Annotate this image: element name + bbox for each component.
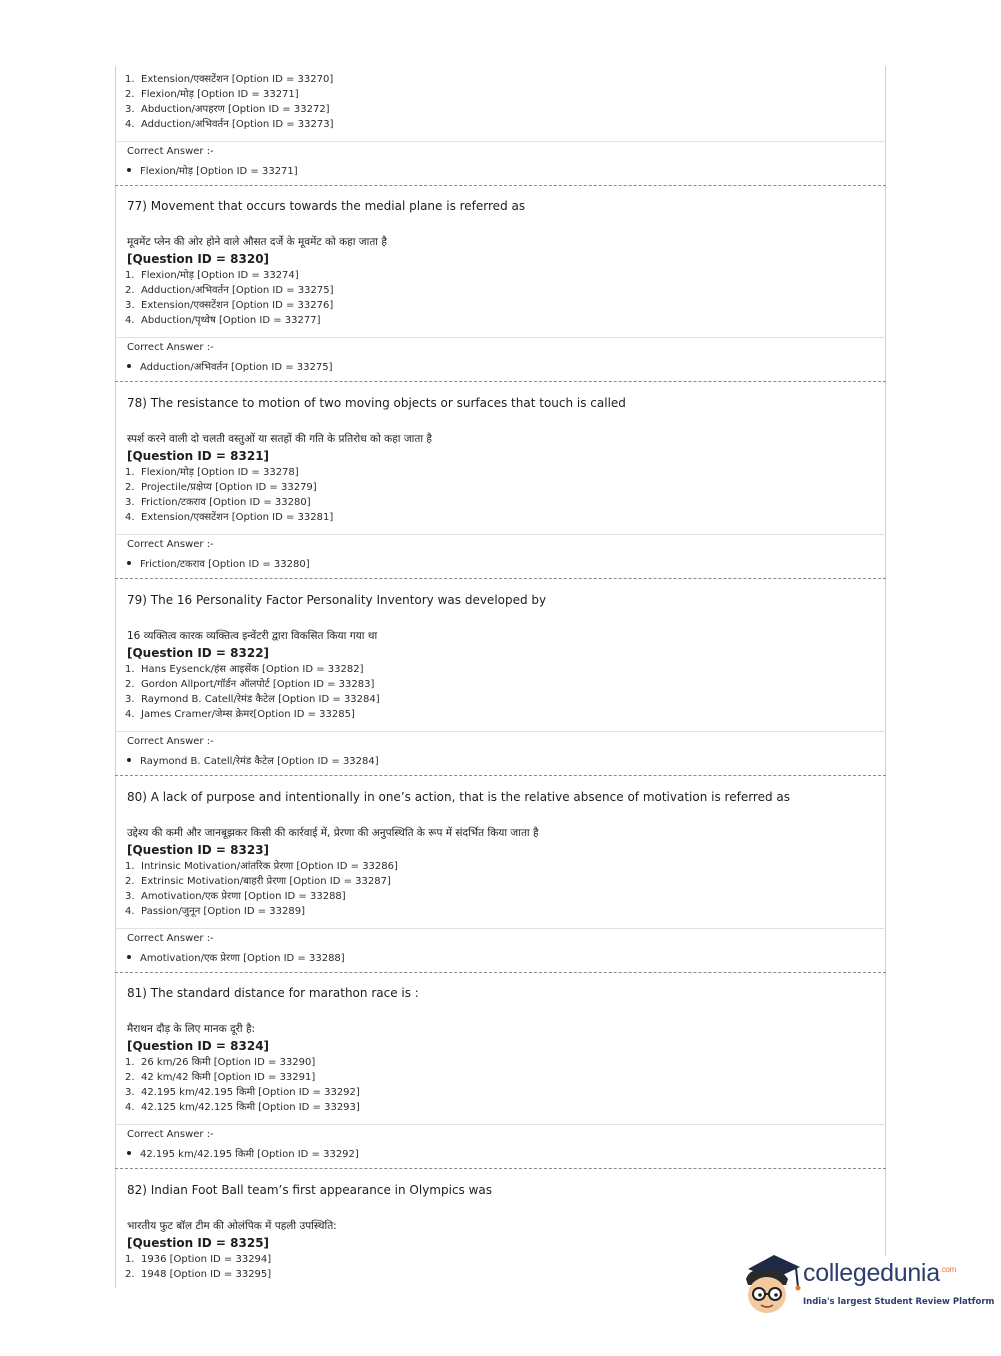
question-separator xyxy=(115,1168,886,1169)
right-border xyxy=(885,66,886,1256)
correct-answer: Friction/टकराव [Option ID = 33280] xyxy=(127,556,310,570)
option-item: 2. Gordon Allport/गॉर्डन ऑलपोर्ट [Option ID = 33283] xyxy=(125,679,375,690)
option-item: 4. 42.125 km/42.125 किमी [Option ID = 33293] xyxy=(125,1102,360,1113)
divider xyxy=(115,1124,886,1125)
question-id: [Question ID = 8324] xyxy=(127,1039,270,1053)
question-hindi: उद्देश्य की कमी और जानबूझकर किसी की कार्रवाई में, प्रेरणा की अनुपस्थिति के रूप में संदर्भित किया जाता है xyxy=(127,827,539,839)
question-hindi: मूवमेंट प्लेन की ओर होने वाले औसत दर्जे के मूवमेंट को कहा जाता है xyxy=(127,236,387,248)
option-item: 2. 1948 [Option ID = 33295] xyxy=(125,1269,272,1280)
option-item: 2. 42 km/42 किमी [Option ID = 33291] xyxy=(125,1072,316,1083)
question-id: [Question ID = 8323] xyxy=(127,843,270,857)
correct-answer: Flexion/मोड़ [Option ID = 33271] xyxy=(127,163,298,177)
bullet-icon xyxy=(127,364,131,368)
left-border xyxy=(115,66,116,1288)
question-separator xyxy=(115,381,886,382)
question-title: 80) A lack of purpose and intentionally in one’s action, that is the relative absence of motivation is referred as xyxy=(127,790,791,804)
divider xyxy=(115,928,886,929)
mascot-icon xyxy=(740,1249,802,1319)
correct-answer-label: Correct Answer :- xyxy=(127,146,214,157)
question-separator xyxy=(115,185,886,186)
option-item: 2. Adduction/अभिवर्तन [Option ID = 33275] xyxy=(125,285,334,296)
option-item: 4. Extension/एक्सटेंशन [Option ID = 33281] xyxy=(125,512,334,523)
question-hindi: मैराथन दौड़ के लिए मानक दूरी है: xyxy=(127,1023,256,1035)
question-paper-page xyxy=(115,66,886,1288)
option-item: 3. Abduction/अपहरण [Option ID = 33272] xyxy=(125,104,330,115)
question-id: [Question ID = 8320] xyxy=(127,252,270,266)
bullet-icon xyxy=(127,561,131,565)
option-item: 3. Friction/टकराव [Option ID = 33280] xyxy=(125,497,311,508)
collegedunia-logo[interactable] xyxy=(740,1245,995,1325)
correct-answer: Adduction/अभिवर्तन [Option ID = 33275] xyxy=(127,359,333,373)
logo-brand: collegedunia$^{.com}$ xyxy=(803,1259,956,1287)
option-item: 3. Raymond B. Catell/रेमंड कैटेल [Option ID = 33284] xyxy=(125,694,380,705)
divider xyxy=(115,337,886,338)
question-hindi: स्पर्श करने वाली दो चलती वस्तुओं या सतहों की गति के प्रतिरोध को कहा जाता है xyxy=(127,433,432,445)
question-title: 79) The 16 Personality Factor Personality Inventory was developed by xyxy=(127,593,547,607)
option-item: 4. Abduction/पृथ्वेष [Option ID = 33277] xyxy=(125,315,321,326)
option-item: 2. Extrinsic Motivation/बाहरी प्रेरणा [Option ID = 33287] xyxy=(125,876,391,887)
correct-answer: 42.195 km/42.195 किमी [Option ID = 33292] xyxy=(127,1146,359,1160)
divider xyxy=(115,534,886,535)
correct-answer: Raymond B. Catell/रेमंड कैटेल [Option ID = 33284] xyxy=(127,753,379,767)
question-separator xyxy=(115,578,886,579)
option-item: 1. 26 km/26 किमी [Option ID = 33290] xyxy=(125,1057,316,1068)
option-item: 1. Flexion/मोड़ [Option ID = 33278] xyxy=(125,467,299,478)
question-separator xyxy=(115,775,886,776)
question-title: 81) The standard distance for marathon race is : xyxy=(127,986,419,1000)
option-item: 4. Passion/जुनून [Option ID = 33289] xyxy=(125,906,305,917)
question-title: 77) Movement that occurs towards the medial plane is referred as xyxy=(127,199,526,213)
correct-answer-label: Correct Answer :- xyxy=(127,736,214,747)
question-id: [Question ID = 8322] xyxy=(127,646,270,660)
option-item: 1. Intrinsic Motivation/आंतरिक प्रेरणा [Option ID = 33286] xyxy=(125,861,398,872)
divider xyxy=(115,141,886,142)
question-id: [Question ID = 8325] xyxy=(127,1236,270,1250)
option-item: 4. Adduction/अभिवर्तन [Option ID = 33273] xyxy=(125,119,334,130)
correct-answer-label: Correct Answer :- xyxy=(127,1129,214,1140)
option-item: 3. Extension/एक्सटेंशन [Option ID = 33276] xyxy=(125,300,334,311)
option-item: 2. Projectile/प्रक्षेप्य [Option ID = 33279] xyxy=(125,482,317,493)
bullet-icon xyxy=(127,955,131,959)
correct-answer-label: Correct Answer :- xyxy=(127,933,214,944)
option-item: 1. Extension/एक्सटेंशन [Option ID = 33270] xyxy=(125,74,334,85)
option-item: 4. James Cramer/जेम्स क्रेमर[Option ID = 33285] xyxy=(125,709,355,720)
bullet-icon xyxy=(127,1151,131,1155)
option-item: 1. 1936 [Option ID = 33294] xyxy=(125,1254,272,1265)
question-hindi: 16 व्यक्तित्व कारक व्यक्तित्व इन्वेंटरी द्वारा विकसित किया गया था xyxy=(127,630,378,642)
question-title: 78) The resistance to motion of two moving objects or surfaces that touch is called xyxy=(127,396,626,410)
option-item: 1. Hans Eysenck/हंस आइसेंक [Option ID = 33282] xyxy=(125,664,364,675)
question-title: 82) Indian Foot Ball team’s first appearance in Olympics was xyxy=(127,1183,493,1197)
logo-tagline: India's largest Student Review Platform xyxy=(803,1297,995,1307)
correct-answer-label: Correct Answer :- xyxy=(127,342,214,353)
option-item: 3. 42.195 km/42.195 किमी [Option ID = 33292] xyxy=(125,1087,360,1098)
option-item: 1. Flexion/मोड़ [Option ID = 33274] xyxy=(125,270,299,281)
option-item: 3. Amotivation/एक प्रेरणा [Option ID = 33288] xyxy=(125,891,346,902)
question-separator xyxy=(115,972,886,973)
question-id: [Question ID = 8321] xyxy=(127,449,270,463)
question-hindi: भारतीय फुट बॉल टीम की ओलंपिक में पहली उपस्थिति: xyxy=(127,1220,337,1232)
bullet-icon xyxy=(127,758,131,762)
option-item: 2. Flexion/मोड़ [Option ID = 33271] xyxy=(125,89,299,100)
correct-answer-label: Correct Answer :- xyxy=(127,539,214,550)
correct-answer: Amotivation/एक प्रेरणा [Option ID = 33288] xyxy=(127,950,345,964)
divider xyxy=(115,731,886,732)
bullet-icon xyxy=(127,168,131,172)
